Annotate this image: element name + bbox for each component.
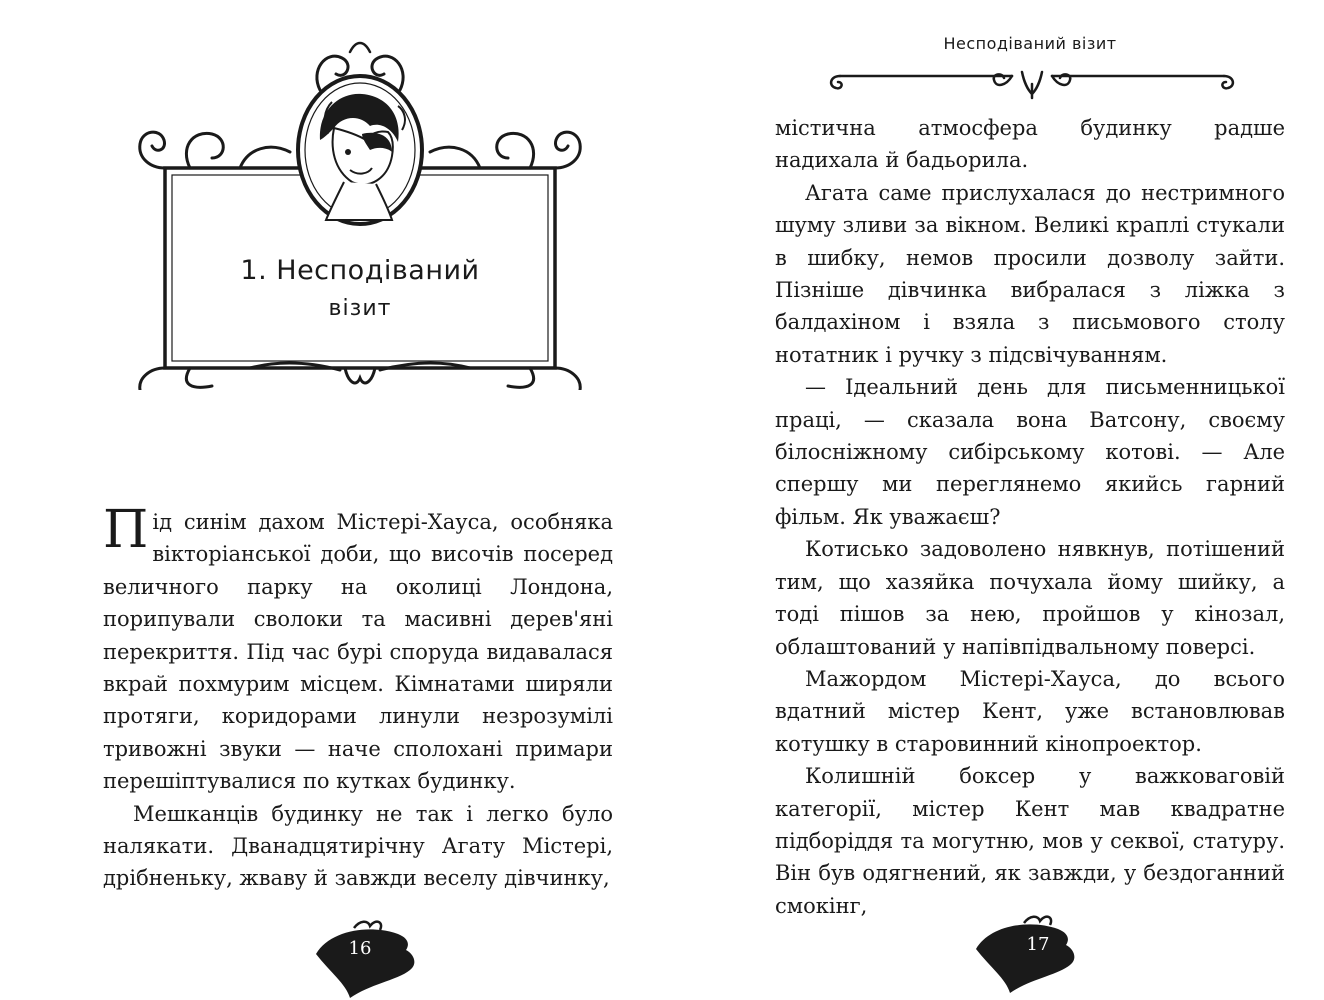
chapter-frame-ornament <box>130 30 590 390</box>
page-number: 16 <box>348 938 372 959</box>
paragraph: Під синім дахом Містері-Хауса, особняка вікторіанської доби, що височів посеред величного парку на околиці Лондона, порипували сволоки та масивні дерев'яні перекриття. Під час бурі споруда видавалася вкрай похмурим місцем. Кімнатами ширяли протяги, коридорами линули незрозумілі тривожні звуки — наче сполохані примари перешіптувалися по кутках будинку. <box>103 500 613 794</box>
paragraph: Мешканців будинку не так і легко було налякати. Дванадцятирічну Агату Містері, дрібненьку, жваву й завжди веселу дівчинку, <box>103 801 613 891</box>
paragraph: Колишній боксер у важковаговій категорії, містер Кент мав квадратне підборіддя та могутню, мов у секвої, статуру. Він був одягнений, як завжди, у бездоганний смокінг, <box>775 764 1285 918</box>
paragraph: Котисько задоволено нявкнув, потішений тим, що хазяйка почухала йому шийку, а тоді пішов за нею, пройшов у кінозал, облаштований у напівпідвальному поверсі. <box>775 537 1285 659</box>
drop-cap: П <box>103 500 149 560</box>
paragraph: Мажордом Містері-Хауса, до всього вдатний містер Кент, уже встановлював котушку в старовинний кінопроектор. <box>775 666 1285 756</box>
page-number: 17 <box>1026 934 1050 955</box>
chapter-title-line2: візит <box>328 296 392 321</box>
right-page-text <box>775 112 1285 922</box>
running-head: Несподіваний візит <box>943 34 1117 53</box>
chapter-title-line1: Несподіваний <box>276 255 480 286</box>
chapter-title <box>170 252 550 328</box>
left-page-text <box>103 500 613 895</box>
paragraph: містична атмосфера будинку радше надихала й бадьорила. <box>775 116 1285 173</box>
paragraph: — Ідеальний день для письменницької праці, — сказала вона Ватсону, своєму білосніжному сибірському котові. — Але спершу ми переглянемо якийсь гарний фільм. Як уважаєш? <box>775 375 1285 529</box>
chapter-number: 1. <box>240 255 268 286</box>
header-ornament <box>826 62 1238 102</box>
paragraph: Агата саме прислухалася до нестримного шуму зливи за вікном. Великі краплі стукали в шибку, немов просили дозволу зайти. Пізніше дівчинка вибралася з ліжка з балдахіном і взяла з письмового столу нотатник і ручку з підсвічуванням. <box>775 180 1285 367</box>
